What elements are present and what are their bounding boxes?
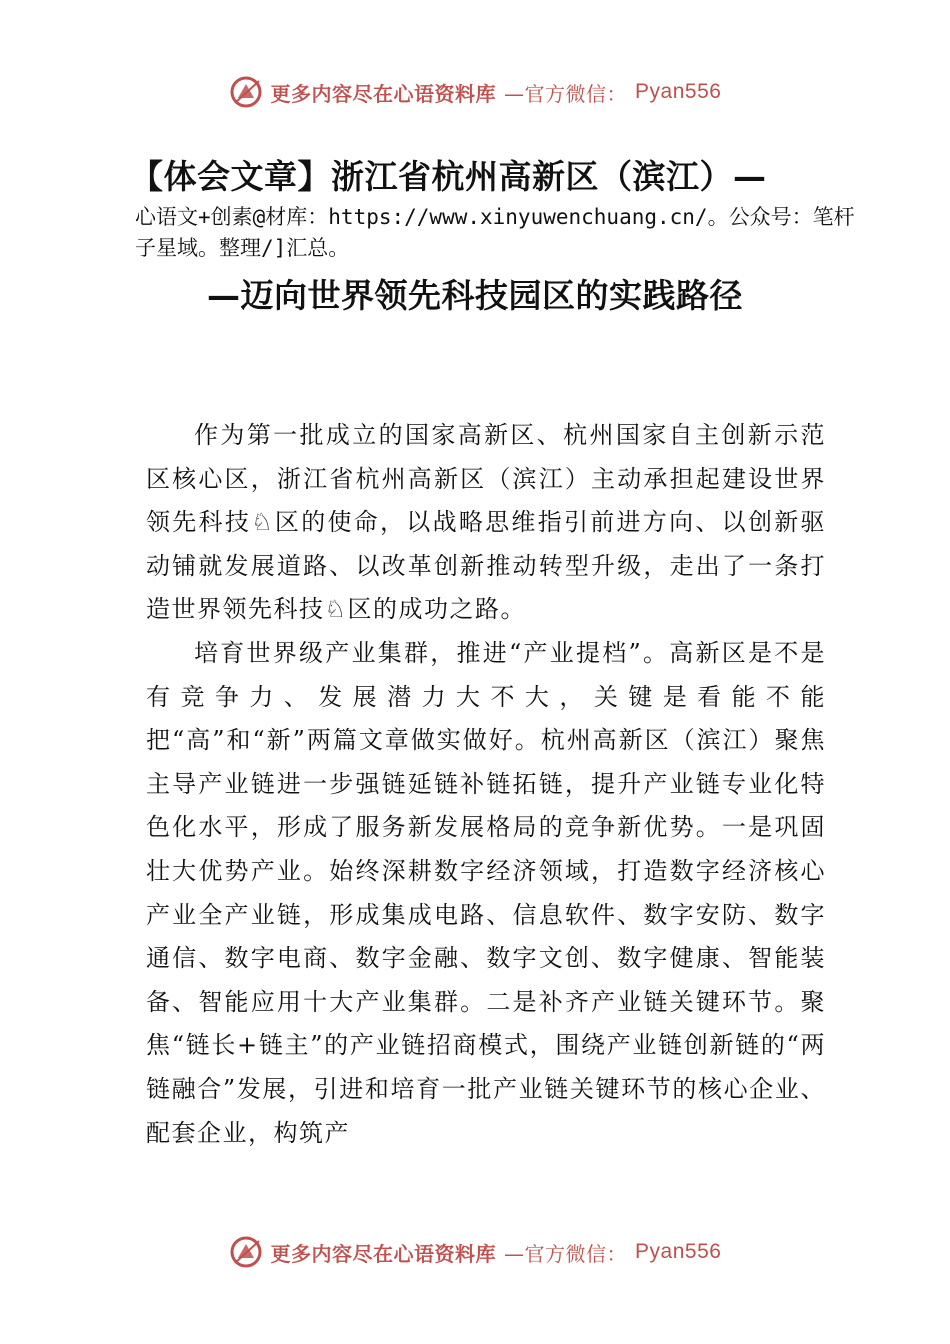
banner-text-wechat-label: —官方微信： [504, 1241, 628, 1266]
header-banner [0, 70, 950, 114]
banner-text-main: 更多内容尽在心语资料库 [270, 81, 497, 106]
brand-logo-icon [229, 75, 263, 109]
paragraph-1: 作为第一批成立的国家高新区、杭州国家自主创新示范区核心区，浙江省杭州高新区（滨江）主动承担起建设世界领先科技♘区的使命，以战略思维指引前进方向、以创新驱动铺就发展道路、以改革创新推动转型升级，走出了一条打造世界领先科技♘区的成功之路。 [146, 421, 826, 624]
document-title-line2: —迈向世界领先科技园区的实践路径 [207, 276, 743, 315]
banner-text-main: 更多内容尽在心语资料库 [270, 1241, 497, 1266]
paragraph-2: 培育世界级产业集群，推进“产业提档”。高新区是不是有竞争力、发展潜力大不大，关键是看能不能把“高”和“新”两篇文章做实做好。杭州高新区（滨江）聚焦主导产业链进一步强链延链补链拓链，提升产业链专业化特色化水平，形成了服务新发展格局的竞争新优势。一是巩固壮大优势产业。始终深耕数字经济领域，打造数字经济核心产业全产业链，形成集成电路、信息软件、数字安防、数字通信、数字电商、数字金融、数字文创、数字健康、智能装备、智能应用十大产业集群。二是补齐产业链关键环节。聚焦“链长+链主”的产业链招商模式，围绕产业链创新链的“两链融合”发展，引进和培育一批产业链关键环节的核心企业、配套企业，构筑产 [146, 638, 826, 1147]
banner-text-wechat-id: Pyan556 [635, 80, 722, 103]
banner-text-wechat-label: —官方微信： [504, 81, 628, 106]
document-title-line1: 【体会文章】浙江省杭州高新区（滨江）— [130, 157, 767, 196]
document-body [146, 414, 826, 1155]
footer-banner [0, 1230, 950, 1274]
source-note: 心语文+创素@材库：https://www.xinyuwenchuang.cn/。公众号：笔杆子星域。整理/]汇总。 [135, 205, 855, 260]
banner-text-wechat-id: Pyan556 [635, 1240, 722, 1263]
brand-logo-icon [229, 1235, 263, 1269]
